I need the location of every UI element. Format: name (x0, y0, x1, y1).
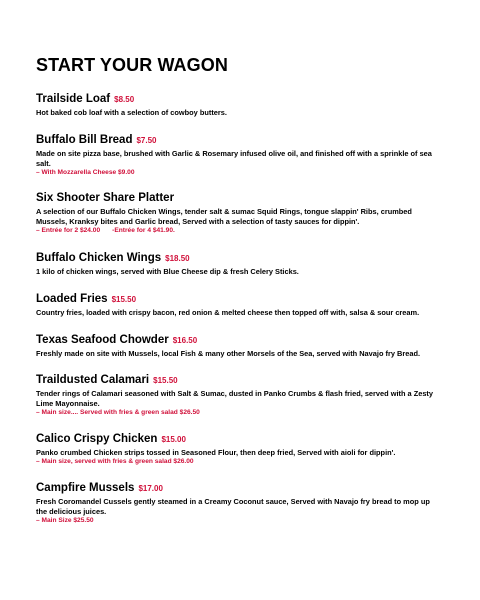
menu-item-campfire-mussels (36, 482, 440, 525)
item-header (36, 252, 440, 265)
item-extra: – With Mozzarella Cheese $9.00 (36, 169, 135, 177)
item-header (36, 192, 440, 205)
item-name: Six Shooter Share Platter (36, 192, 175, 205)
item-description: Panko crumbed Chicken strips tossed in Seasoned Flour, then deep fried, Served with aioli for dippin'. (36, 448, 396, 458)
item-header (36, 334, 440, 347)
item-name: Traildusted Calamari (36, 374, 150, 387)
menu-item-texas-seafood-chowder (36, 334, 440, 358)
menu-item-loaded-fries (36, 293, 440, 317)
item-price: $7.50 (136, 136, 157, 146)
item-extra: – Main size, served with fries & green salad $26.00 (36, 458, 194, 466)
item-price: $8.50 (114, 95, 135, 104)
item-description: 1 kilo of chicken wings, served with Blue Cheese dip & fresh Celery Sticks. (36, 267, 299, 277)
item-name: Texas Seafood Chowder (36, 333, 169, 346)
item-name: Campfire Mussels (36, 482, 135, 495)
item-description: Fresh Coromandel Cussels gently steamed in a Creamy Coconut sauce, Served with Navajo fry bread to mop up the delicious juices. (36, 497, 430, 516)
item-header (36, 433, 440, 446)
item-name: Trailside Loaf (36, 93, 111, 105)
item-header (36, 293, 440, 306)
item-price: $15.00 (161, 435, 186, 445)
item-price: $15.50 (153, 376, 178, 386)
item-description: Tender rings of Calamari seasoned with Salt & Sumac, dusted in Panko Crumbs & flash fried, served with a Zesty Lime Mayonnaise. (36, 389, 434, 408)
item-name: Buffalo Chicken Wings (36, 252, 162, 265)
item-price: $17.00 (138, 484, 163, 494)
item-description: Hot baked cob loaf with a selection of cowboy butters. (36, 108, 227, 117)
item-extra (36, 226, 440, 235)
item-description: Made on site pizza base, brushed with Garlic & Rosemary infused olive oil, and finished off with a sprinkle of sea salt. (36, 149, 432, 168)
item-name: Loaded Fries (36, 293, 108, 306)
item-extra: – Main Size $25.50 (36, 517, 94, 525)
menu-item-traildusted-calamari (36, 374, 440, 417)
menu-item-six-shooter-platter (36, 192, 440, 235)
item-name: Buffalo Bill Bread (36, 134, 133, 147)
menu-item-trailside-loaf (36, 93, 440, 117)
item-header (36, 374, 440, 387)
item-extra-option: – Entrée for 2 $24.00 (36, 227, 101, 235)
item-header (36, 134, 440, 147)
page-title: START YOUR WAGON (36, 55, 228, 75)
item-description: A selection of our Buffalo Chicken Wings, tender salt & sumac Squid Rings, tongue slappin' Ribs, crumbed Mussels, Kranksy bites and Garlic bread, Served with a selection of tasty sauces for dippin'. (36, 207, 412, 226)
item-extra-option: -Entrée for 4 $41.90. (112, 227, 175, 235)
item-extra: – Main size.... Served with fries & green salad $26.50 (36, 409, 200, 417)
menu-item-calico-crispy-chicken (36, 433, 440, 466)
item-price: $16.50 (172, 335, 198, 345)
item-description: Freshly made on site with Mussels, local Fish & many other Morsels of the Sea, served with Navajo fry Bread. (36, 348, 421, 358)
item-price: $15.50 (111, 295, 137, 305)
menu-item-buffalo-chicken-wings (36, 252, 440, 276)
item-header (36, 93, 440, 106)
item-description: Country fries, loaded with crispy bacon, red onion & melted cheese then topped off with, salsa & sour cream. (36, 308, 420, 318)
item-header (36, 482, 440, 495)
item-name: Calico Crispy Chicken (36, 433, 158, 446)
menu-item-buffalo-bill-bread (36, 134, 440, 177)
menu-page (36, 56, 440, 525)
item-price: $18.50 (165, 254, 190, 264)
